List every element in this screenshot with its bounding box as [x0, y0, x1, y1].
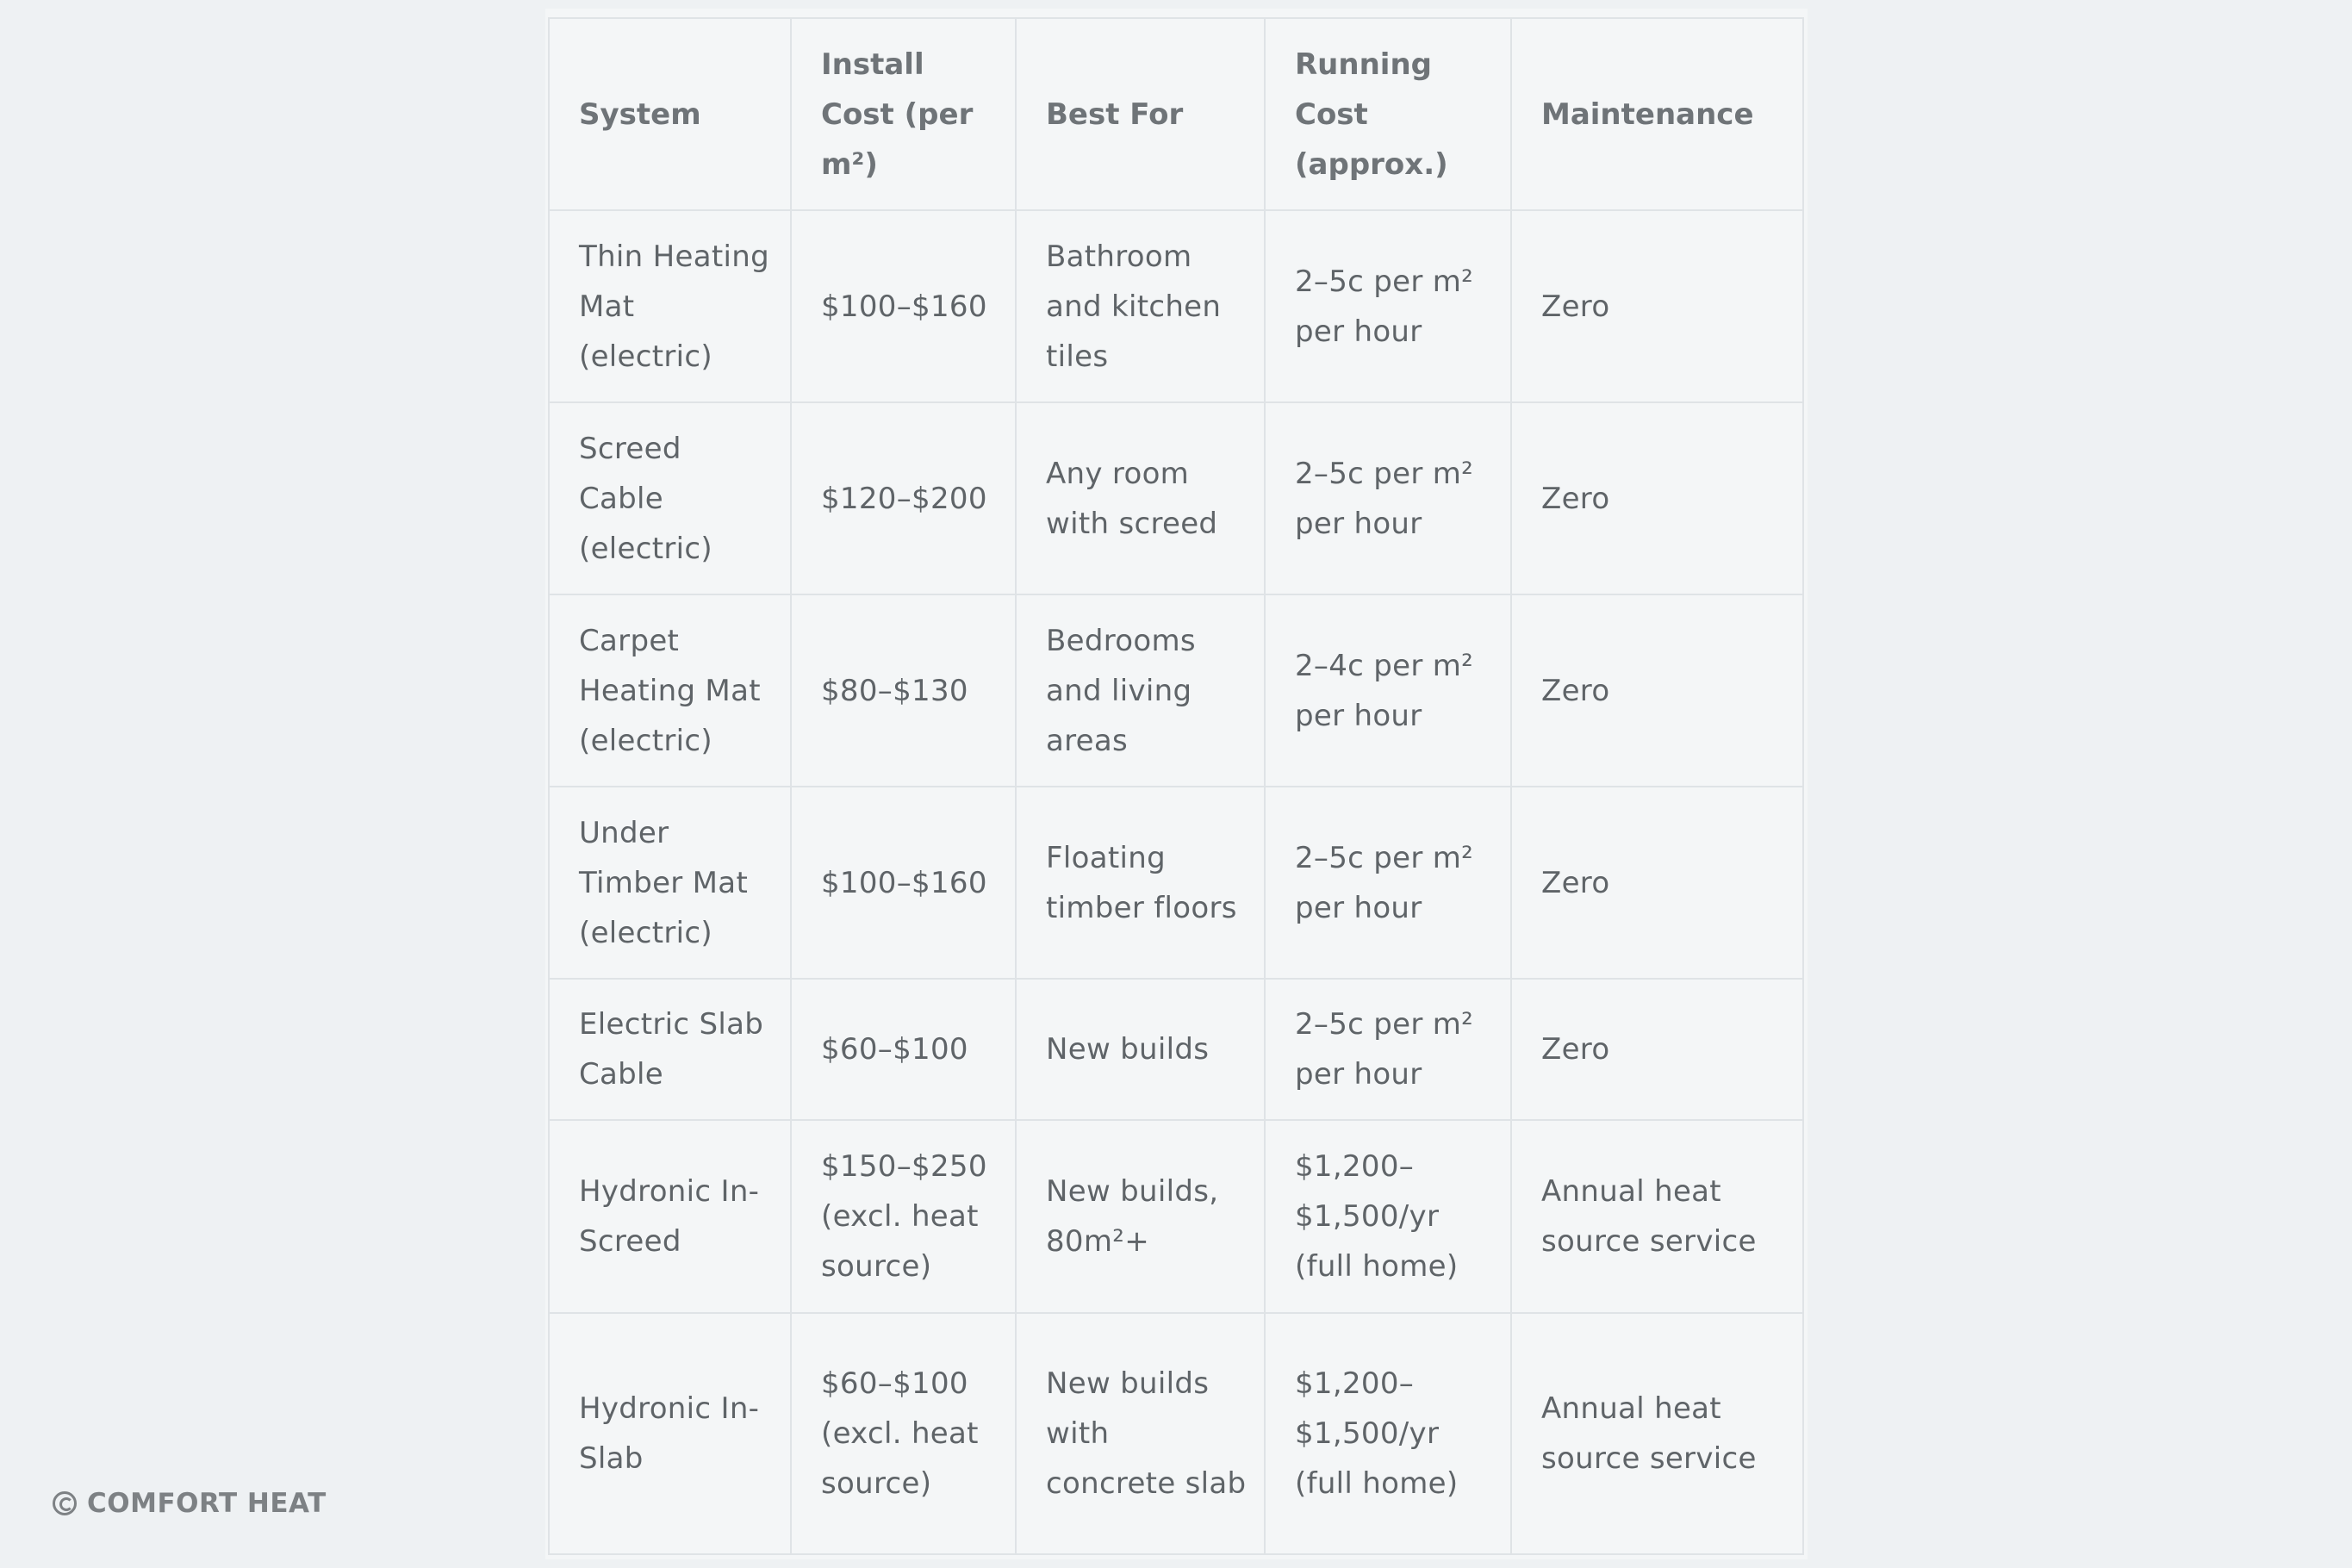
- cell-install-cost: $100–$160: [791, 787, 1016, 979]
- table-row: [549, 979, 1803, 1120]
- cell-maintenance: Zero: [1511, 787, 1803, 979]
- cell-running-cost: 2–5c per m² per hour: [1265, 210, 1511, 402]
- cell-best-for: New builds, 80m²+: [1016, 1120, 1265, 1313]
- table-row: [549, 787, 1803, 979]
- table-row: [549, 210, 1803, 402]
- watermark-text: COMFORT HEAT: [87, 1488, 327, 1519]
- cell-system: Hydronic In-Screed: [549, 1120, 791, 1313]
- cell-maintenance: Annual heat source service: [1511, 1120, 1803, 1313]
- cell-best-for: Bedrooms and living areas: [1016, 594, 1265, 787]
- cell-system: Hydronic In-Slab: [549, 1313, 791, 1554]
- cell-maintenance: Zero: [1511, 210, 1803, 402]
- cell-system: Carpet Heating Mat (electric): [549, 594, 791, 787]
- cell-running-cost: 2–5c per m² per hour: [1265, 402, 1511, 594]
- cell-best-for: Floating timber floors: [1016, 787, 1265, 979]
- watermark: [53, 1488, 327, 1519]
- cell-install-cost: $80–$130: [791, 594, 1016, 787]
- table-panel: [545, 9, 1808, 1559]
- cell-best-for: Any room with screed: [1016, 402, 1265, 594]
- cell-running-cost: 2–5c per m² per hour: [1265, 979, 1511, 1120]
- header-install-cost: Install Cost (per m²): [791, 18, 1016, 210]
- cell-maintenance: Zero: [1511, 594, 1803, 787]
- cell-system: Thin Heating Mat (electric): [549, 210, 791, 402]
- heating-systems-table: [548, 17, 1804, 1555]
- cell-best-for: Bathroom and kitchen tiles: [1016, 210, 1265, 402]
- header-best-for: Best For: [1016, 18, 1265, 210]
- table-row: [549, 594, 1803, 787]
- cell-maintenance: Zero: [1511, 402, 1803, 594]
- cell-best-for: New builds: [1016, 979, 1265, 1120]
- cell-system: Screed Cable (electric): [549, 402, 791, 594]
- cell-maintenance: Annual heat source service: [1511, 1313, 1803, 1554]
- cell-system: Under Timber Mat (electric): [549, 787, 791, 979]
- table-row: [549, 1120, 1803, 1313]
- cell-install-cost: $100–$160: [791, 210, 1016, 402]
- cell-best-for: New builds with concrete slab: [1016, 1313, 1265, 1554]
- header-running-cost: Running Cost (approx.): [1265, 18, 1511, 210]
- cell-install-cost: $60–$100 (excl. heat source): [791, 1313, 1016, 1554]
- header-maintenance: Maintenance: [1511, 18, 1803, 210]
- cell-install-cost: $150–$250 (excl. heat source): [791, 1120, 1016, 1313]
- cell-maintenance: Zero: [1511, 979, 1803, 1120]
- header-system: System: [549, 18, 791, 210]
- copyright-icon: [53, 1491, 77, 1515]
- table-row: [549, 1313, 1803, 1554]
- cell-running-cost: $1,200–$1,500/yr (full home): [1265, 1313, 1511, 1554]
- cell-install-cost: $60–$100: [791, 979, 1016, 1120]
- cell-install-cost: $120–$200: [791, 402, 1016, 594]
- cell-system: Electric Slab Cable: [549, 979, 791, 1120]
- table-header-row: [549, 18, 1803, 210]
- cell-running-cost: 2–5c per m² per hour: [1265, 787, 1511, 979]
- table-row: [549, 402, 1803, 594]
- cell-running-cost: $1,200–$1,500/yr (full home): [1265, 1120, 1511, 1313]
- cell-running-cost: 2–4c per m² per hour: [1265, 594, 1511, 787]
